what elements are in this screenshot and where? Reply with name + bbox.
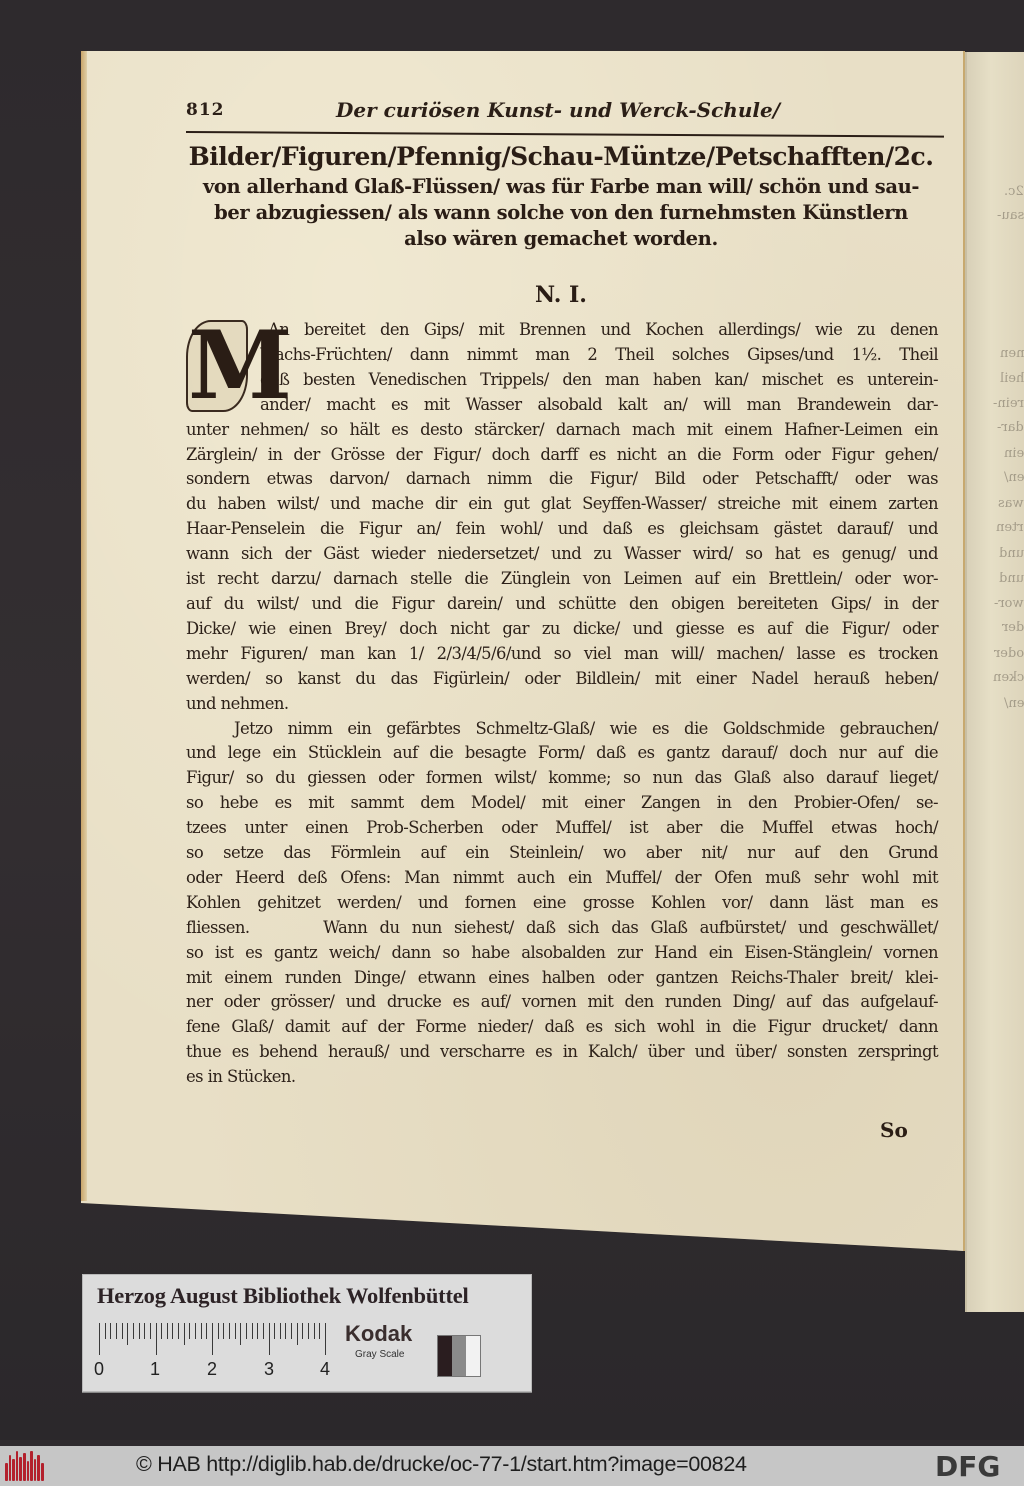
show-through-text: wor-	[994, 596, 1024, 611]
library-name: Herzog August Bibliothek Wolfenbüttel	[97, 1283, 469, 1308]
text-line: tzees unter einen Prob-Scherben oder Muffel/ ist aber die Muffel etwas hoch/	[186, 818, 938, 838]
color-target-card	[82, 1274, 532, 1392]
text-line: es in Stücken.	[186, 1067, 296, 1087]
text-line: und nehmen.	[186, 693, 289, 713]
page-gutter-edge	[81, 51, 87, 1201]
ruler-tick	[201, 1323, 202, 1339]
swatch-mid	[452, 1336, 466, 1376]
ruler-tick	[156, 1323, 157, 1355]
dfg-logo-icon: DFG	[935, 1450, 1001, 1483]
ruler-label: 1	[149, 1359, 161, 1379]
copyright-url[interactable]: © HAB http://diglib.hab.de/drucke/oc-77-1/start.htm?image=00824	[136, 1452, 747, 1476]
show-through-text: oder	[993, 646, 1024, 661]
ruler-tick	[178, 1323, 179, 1339]
show-through-text: en/	[1003, 470, 1024, 485]
text-line: und lege ein Stücklein auf die besagte Form/ daß es gantz darauf/ doch nur auf die	[186, 743, 938, 763]
ruler-tick	[206, 1323, 207, 1339]
show-through-text: sau-	[996, 208, 1024, 223]
show-through-text: ein	[1003, 446, 1024, 461]
ruler-tick	[189, 1323, 190, 1339]
neighbour-page-edge	[965, 52, 1024, 1312]
ruler-tick	[325, 1323, 326, 1355]
text-line: oder Heerd deß Ofens: Man nimmt auch ein Muffel/ der Ofen muß sehr wohl mit	[186, 867, 938, 887]
text-line: du haben wilst/ und mache dir ein gut glat Seyffen-Wasser/ streiche mit einem zarten	[186, 494, 938, 514]
ruler-label: 4	[319, 1359, 331, 1379]
ruler-tick	[285, 1323, 286, 1339]
show-through-text: cken	[992, 670, 1024, 685]
ruler-tick	[246, 1323, 247, 1339]
ruler-tick	[223, 1323, 224, 1339]
text-line: An bereitet den Gips/ mit Brennen und Kochen allerdings/ wie zu denen	[268, 320, 938, 339]
text-line: so hebe es mit sammt dem Model/ mit einer Zangen in den Probier-Ofen/ se-	[186, 793, 938, 813]
text-line: unter nehmen/ so hält es desto stärcker/ darnach mach mit einem Hafner-Leimen ein	[186, 419, 938, 439]
text-line: auf du wilst/ und die Figur darein/ und schütte den obigen bereiteten Gips/ in der	[186, 593, 938, 613]
ruler-tick	[195, 1323, 196, 1339]
text-line: ist recht darzu/ darnach stelle die Zünglein von Leimen auf ein Brettlein/ oder wor-	[186, 569, 938, 589]
ruler-tick	[167, 1323, 168, 1339]
ruler-tick	[172, 1323, 173, 1339]
ruler-tick	[302, 1323, 303, 1339]
show-through-text: dar-	[997, 420, 1024, 435]
text-line: mit einem runden Dinge/ etwann eines halben oder gantzen Reichs-Thaler breit/ klei-	[186, 967, 938, 987]
text-line: Kohlen gehitzet werden/ und fornen eine grosse Kohlen vor/ dann läst man es	[186, 892, 938, 912]
text-line: wann sich der Gäst wieder niedersetzet/ und zu Wasser wird/ so hat es genug/ und	[186, 544, 938, 564]
ruler-tick	[308, 1323, 309, 1339]
ruler-tick	[122, 1323, 123, 1339]
show-through-text: heil	[999, 371, 1024, 386]
text-line: so setze das Förmlein auf ein Steinlein/ wo aber nit/ nur auf den Grund	[186, 843, 938, 863]
title-line: ber abzugiessen/ als wann solche von den furnehmsten Künstlern	[214, 201, 908, 224]
ruler-tick	[280, 1323, 281, 1339]
ruler-tick	[133, 1323, 134, 1339]
show-through-text: rein-	[993, 396, 1024, 411]
text-line: ner oder grösser/ und drucke es auf/ vornen mit den runden Ding/ auf das aufgelauf-	[186, 992, 938, 1012]
text-line: mehr Figuren/ man kan 1/ 2/3/4/5/6/und so viel man will/ machen/ lasse es trocken	[186, 643, 938, 663]
section-number: N. I.	[535, 282, 587, 308]
text-line: Wachs-Früchten/ dann nimmt man 2 Theil solches Gipses/und 1½. Theil	[260, 344, 938, 364]
ruler-scale	[93, 1323, 331, 1389]
show-through-text: der	[1001, 620, 1024, 635]
ruler-tick	[99, 1323, 100, 1355]
ruler-tick	[110, 1323, 111, 1339]
show-through-text: 2c.	[1004, 184, 1024, 199]
text-line: fene Glaß/ damit auf der Forme nieder/ daß es sich wohl in die Figur drucket/ dann	[186, 1017, 938, 1037]
show-through-text: und	[998, 546, 1024, 561]
text-line: Jetzo nimm ein gefärbtes Schmeltz-Glaß/ wie es die Goldschmide gebrauchen/	[234, 718, 938, 738]
ruler-tick	[257, 1323, 258, 1339]
text-line: werden/ so kanst du das Figürlein/ oder Bildlein/ mit einer Nadel herauß heben/	[186, 668, 938, 688]
paragraph-1	[186, 418, 938, 717]
ruler-tick	[240, 1323, 241, 1345]
text-line: Dicke/ wie einen Brey/ doch nicht gar zu dicke/ und giesse es auf die Figur/ oder	[186, 618, 938, 638]
ruler-tick	[150, 1323, 151, 1339]
ruler-tick	[105, 1323, 106, 1339]
ruler-tick	[184, 1323, 185, 1345]
text-line: so ist es gantz weich/ dann so habe alsobalden zur Hand ein Eisen-Stänglein/ vornen	[186, 942, 938, 962]
gray-scale-swatches	[437, 1335, 481, 1377]
title-line: Bilder/Figuren/Pfennig/Schau-Müntze/Petschafften/2c.	[188, 142, 934, 171]
show-through-text: en/	[1003, 696, 1024, 711]
chapter-title	[186, 140, 936, 252]
text-line: sondern etwas darvon/ darnach nimm die Figur/ Bild oder Petschafft/ oder was	[186, 469, 938, 489]
text-line: ander/ macht es mit Wasser alsobald kalt an/ will man Brandewein dar-	[260, 394, 938, 414]
running-head-title: Der curiösen Kunst- und Werck-Schule/	[336, 98, 781, 122]
ruler-tick	[291, 1323, 292, 1339]
text-line: fliessen. Wann du nun siehest/ daß sich das Glaß aufbürstet/ und geschwället/	[186, 917, 938, 937]
swatch-light	[466, 1336, 480, 1376]
ruler-tick	[161, 1323, 162, 1339]
text-line: Haar-Penselein die Figur an/ fein wohl/ und daß es gleichsam gästet darauf/ und	[186, 519, 938, 539]
body-text	[186, 311, 938, 1090]
show-through-text: und	[998, 571, 1024, 586]
show-through-text: nen	[999, 346, 1024, 361]
ruler-label: 2	[206, 1359, 218, 1379]
show-through-text: rten	[996, 520, 1024, 535]
gray-scale-label: Gray Scale	[355, 1349, 405, 1360]
ruler-tick	[139, 1323, 140, 1339]
title-line: also wären gemachet worden.	[404, 227, 718, 250]
ruler-tick	[269, 1323, 270, 1355]
ruler-tick	[263, 1323, 264, 1339]
ruler-tick	[252, 1323, 253, 1339]
ruler-tick	[127, 1323, 128, 1345]
text-line: Figur/ so du giessen oder formen wilst/ komme; so nun das Glaß also darauf lieget/	[186, 768, 938, 788]
ruler-tick	[229, 1323, 230, 1339]
drop-cap-initial: M	[188, 311, 293, 421]
footer-bar	[0, 1446, 1024, 1486]
ruler-tick	[319, 1323, 320, 1339]
ruler-tick	[218, 1323, 219, 1339]
hab-logo-icon	[5, 1451, 47, 1481]
ruler-tick	[144, 1323, 145, 1339]
text-line: thue es behend herauß/ und verscharre es in Kalch/ über und über/ sonsten zerspringt	[186, 1042, 938, 1062]
show-through-text: was	[998, 496, 1024, 511]
catchword: So	[880, 1118, 908, 1142]
running-head	[186, 100, 936, 128]
ruler-tick	[297, 1323, 298, 1345]
ruler-tick	[212, 1323, 213, 1355]
title-line: von allerhand Glaß-Flüssen/ was für Farbe man will/ schön und sau-	[202, 175, 920, 198]
opening-paragraph	[186, 311, 938, 421]
ruler-label: 3	[263, 1359, 275, 1379]
ruler-tick	[314, 1323, 315, 1339]
ruler-label: 0	[93, 1359, 105, 1379]
kodak-brand: Kodak	[345, 1321, 413, 1346]
paragraph-2	[186, 717, 938, 1091]
page-number: 812	[186, 100, 225, 120]
text-line: Zärglein/ in der Grösse der Figur/ doch darff es nicht an die Form oder Figur gehen/	[186, 444, 938, 464]
ruler-tick	[235, 1323, 236, 1339]
ruler-tick	[274, 1323, 275, 1339]
swatch-dark	[438, 1336, 452, 1376]
text-line: deß besten Venedischen Trippels/ den man haben kan/ mischet es unterein-	[260, 369, 938, 389]
ruler-tick	[116, 1323, 117, 1339]
